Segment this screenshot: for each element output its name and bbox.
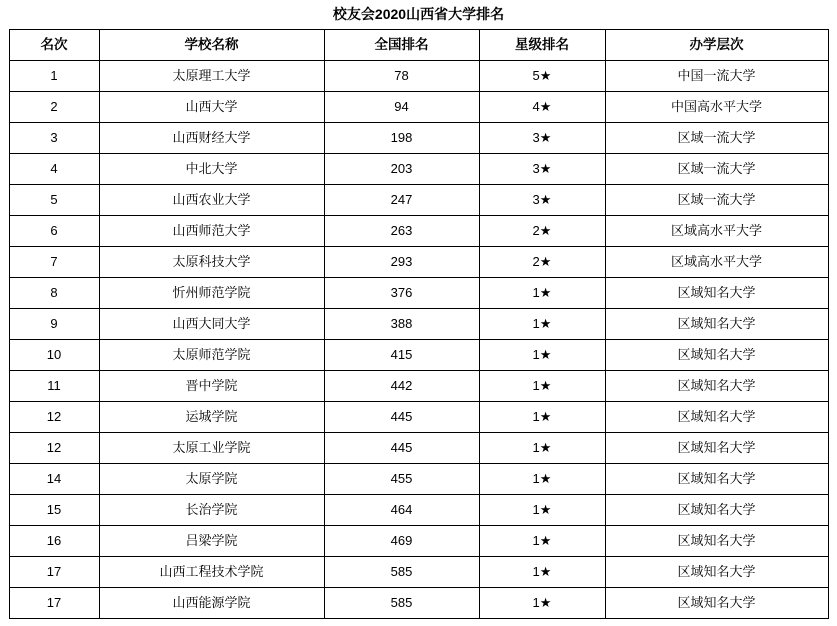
- cell-national-rank: 376: [324, 278, 479, 309]
- cell-school-name: 忻州师范学院: [99, 278, 324, 309]
- table-row: [9, 185, 828, 216]
- cell-school-name: 山西大同大学: [99, 309, 324, 340]
- cell-rank: 5: [9, 185, 99, 216]
- table-header-row: [9, 30, 828, 61]
- cell-star-rank: 2★: [479, 247, 605, 278]
- table-row: [9, 340, 828, 371]
- cell-level: 中国高水平大学: [605, 92, 828, 123]
- cell-level: 区域高水平大学: [605, 247, 828, 278]
- cell-level: 区域知名大学: [605, 402, 828, 433]
- cell-national-rank: 455: [324, 464, 479, 495]
- table-row: [9, 247, 828, 278]
- cell-national-rank: 78: [324, 61, 479, 92]
- cell-school-name: 山西农业大学: [99, 185, 324, 216]
- cell-school-name: 晋中学院: [99, 371, 324, 402]
- cell-level: 区域知名大学: [605, 278, 828, 309]
- cell-national-rank: 293: [324, 247, 479, 278]
- table-row: [9, 154, 828, 185]
- cell-rank: 17: [9, 557, 99, 588]
- cell-level: 区域一流大学: [605, 123, 828, 154]
- cell-star-rank: 1★: [479, 464, 605, 495]
- page-title: 校友会2020山西省大学排名: [332, 6, 505, 22]
- cell-star-rank: 4★: [479, 92, 605, 123]
- cell-rank: 11: [9, 371, 99, 402]
- cell-school-name: 太原科技大学: [99, 247, 324, 278]
- cell-national-rank: 203: [324, 154, 479, 185]
- cell-rank: 12: [9, 402, 99, 433]
- column-header-rank: 名次: [9, 30, 99, 61]
- cell-rank: 9: [9, 309, 99, 340]
- cell-star-rank: 5★: [479, 61, 605, 92]
- cell-school-name: 山西师范大学: [99, 216, 324, 247]
- cell-national-rank: 94: [324, 92, 479, 123]
- cell-level: 区域知名大学: [605, 433, 828, 464]
- cell-level: 区域高水平大学: [605, 216, 828, 247]
- table-row: [9, 588, 828, 619]
- cell-school-name: 山西大学: [99, 92, 324, 123]
- table-row: [9, 526, 828, 557]
- cell-level: 区域一流大学: [605, 185, 828, 216]
- cell-star-rank: 1★: [479, 495, 605, 526]
- cell-rank: 1: [9, 61, 99, 92]
- cell-national-rank: 198: [324, 123, 479, 154]
- cell-level: 中国一流大学: [605, 61, 828, 92]
- cell-national-rank: 585: [324, 557, 479, 588]
- cell-school-name: 吕梁学院: [99, 526, 324, 557]
- cell-level: 区域知名大学: [605, 464, 828, 495]
- column-header-school: 学校名称: [99, 30, 324, 61]
- cell-rank: 16: [9, 526, 99, 557]
- cell-level: 区域一流大学: [605, 154, 828, 185]
- cell-school-name: 太原工业学院: [99, 433, 324, 464]
- cell-school-name: 运城学院: [99, 402, 324, 433]
- cell-level: 区域知名大学: [605, 309, 828, 340]
- cell-school-name: 太原理工大学: [99, 61, 324, 92]
- table-row: [9, 216, 828, 247]
- cell-school-name: 太原学院: [99, 464, 324, 495]
- cell-star-rank: 1★: [479, 402, 605, 433]
- cell-national-rank: 445: [324, 433, 479, 464]
- table-body: [9, 61, 828, 619]
- cell-rank: 6: [9, 216, 99, 247]
- table-row: [9, 557, 828, 588]
- cell-star-rank: 3★: [479, 123, 605, 154]
- table-row: [9, 464, 828, 495]
- cell-level: 区域知名大学: [605, 371, 828, 402]
- table-row: [9, 309, 828, 340]
- cell-level: 区域知名大学: [605, 588, 828, 619]
- cell-national-rank: 585: [324, 588, 479, 619]
- cell-star-rank: 1★: [479, 526, 605, 557]
- cell-school-name: 山西能源学院: [99, 588, 324, 619]
- cell-national-rank: 388: [324, 309, 479, 340]
- cell-national-rank: 464: [324, 495, 479, 526]
- table-row: [9, 495, 828, 526]
- table-row: [9, 92, 828, 123]
- cell-rank: 14: [9, 464, 99, 495]
- cell-national-rank: 247: [324, 185, 479, 216]
- table-row: [9, 402, 828, 433]
- cell-star-rank: 1★: [479, 433, 605, 464]
- cell-level: 区域知名大学: [605, 526, 828, 557]
- table-row: [9, 278, 828, 309]
- cell-star-rank: 2★: [479, 216, 605, 247]
- cell-star-rank: 1★: [479, 309, 605, 340]
- table-row: [9, 371, 828, 402]
- column-header-star-rank: 星级排名: [479, 30, 605, 61]
- cell-star-rank: 1★: [479, 278, 605, 309]
- table-row: [9, 123, 828, 154]
- cell-rank: 12: [9, 433, 99, 464]
- cell-star-rank: 1★: [479, 371, 605, 402]
- cell-school-name: 太原师范学院: [99, 340, 324, 371]
- cell-star-rank: 3★: [479, 185, 605, 216]
- cell-level: 区域知名大学: [605, 557, 828, 588]
- cell-level: 区域知名大学: [605, 340, 828, 371]
- cell-school-name: 山西财经大学: [99, 123, 324, 154]
- cell-national-rank: 263: [324, 216, 479, 247]
- cell-national-rank: 442: [324, 371, 479, 402]
- cell-rank: 8: [9, 278, 99, 309]
- university-ranking-table: [9, 29, 829, 619]
- column-header-level: 办学层次: [605, 30, 828, 61]
- cell-rank: 3: [9, 123, 99, 154]
- cell-star-rank: 1★: [479, 340, 605, 371]
- cell-star-rank: 3★: [479, 154, 605, 185]
- table-row: [9, 433, 828, 464]
- cell-school-name: 长治学院: [99, 495, 324, 526]
- column-header-national-rank: 全国排名: [324, 30, 479, 61]
- cell-national-rank: 445: [324, 402, 479, 433]
- cell-rank: 15: [9, 495, 99, 526]
- cell-level: 区域知名大学: [605, 495, 828, 526]
- cell-rank: 4: [9, 154, 99, 185]
- cell-rank: 7: [9, 247, 99, 278]
- cell-rank: 10: [9, 340, 99, 371]
- table-row: [9, 61, 828, 92]
- cell-star-rank: 1★: [479, 557, 605, 588]
- cell-national-rank: 469: [324, 526, 479, 557]
- cell-rank: 2: [9, 92, 99, 123]
- cell-school-name: 山西工程技术学院: [99, 557, 324, 588]
- cell-national-rank: 415: [324, 340, 479, 371]
- cell-school-name: 中北大学: [99, 154, 324, 185]
- cell-star-rank: 1★: [479, 588, 605, 619]
- cell-rank: 17: [9, 588, 99, 619]
